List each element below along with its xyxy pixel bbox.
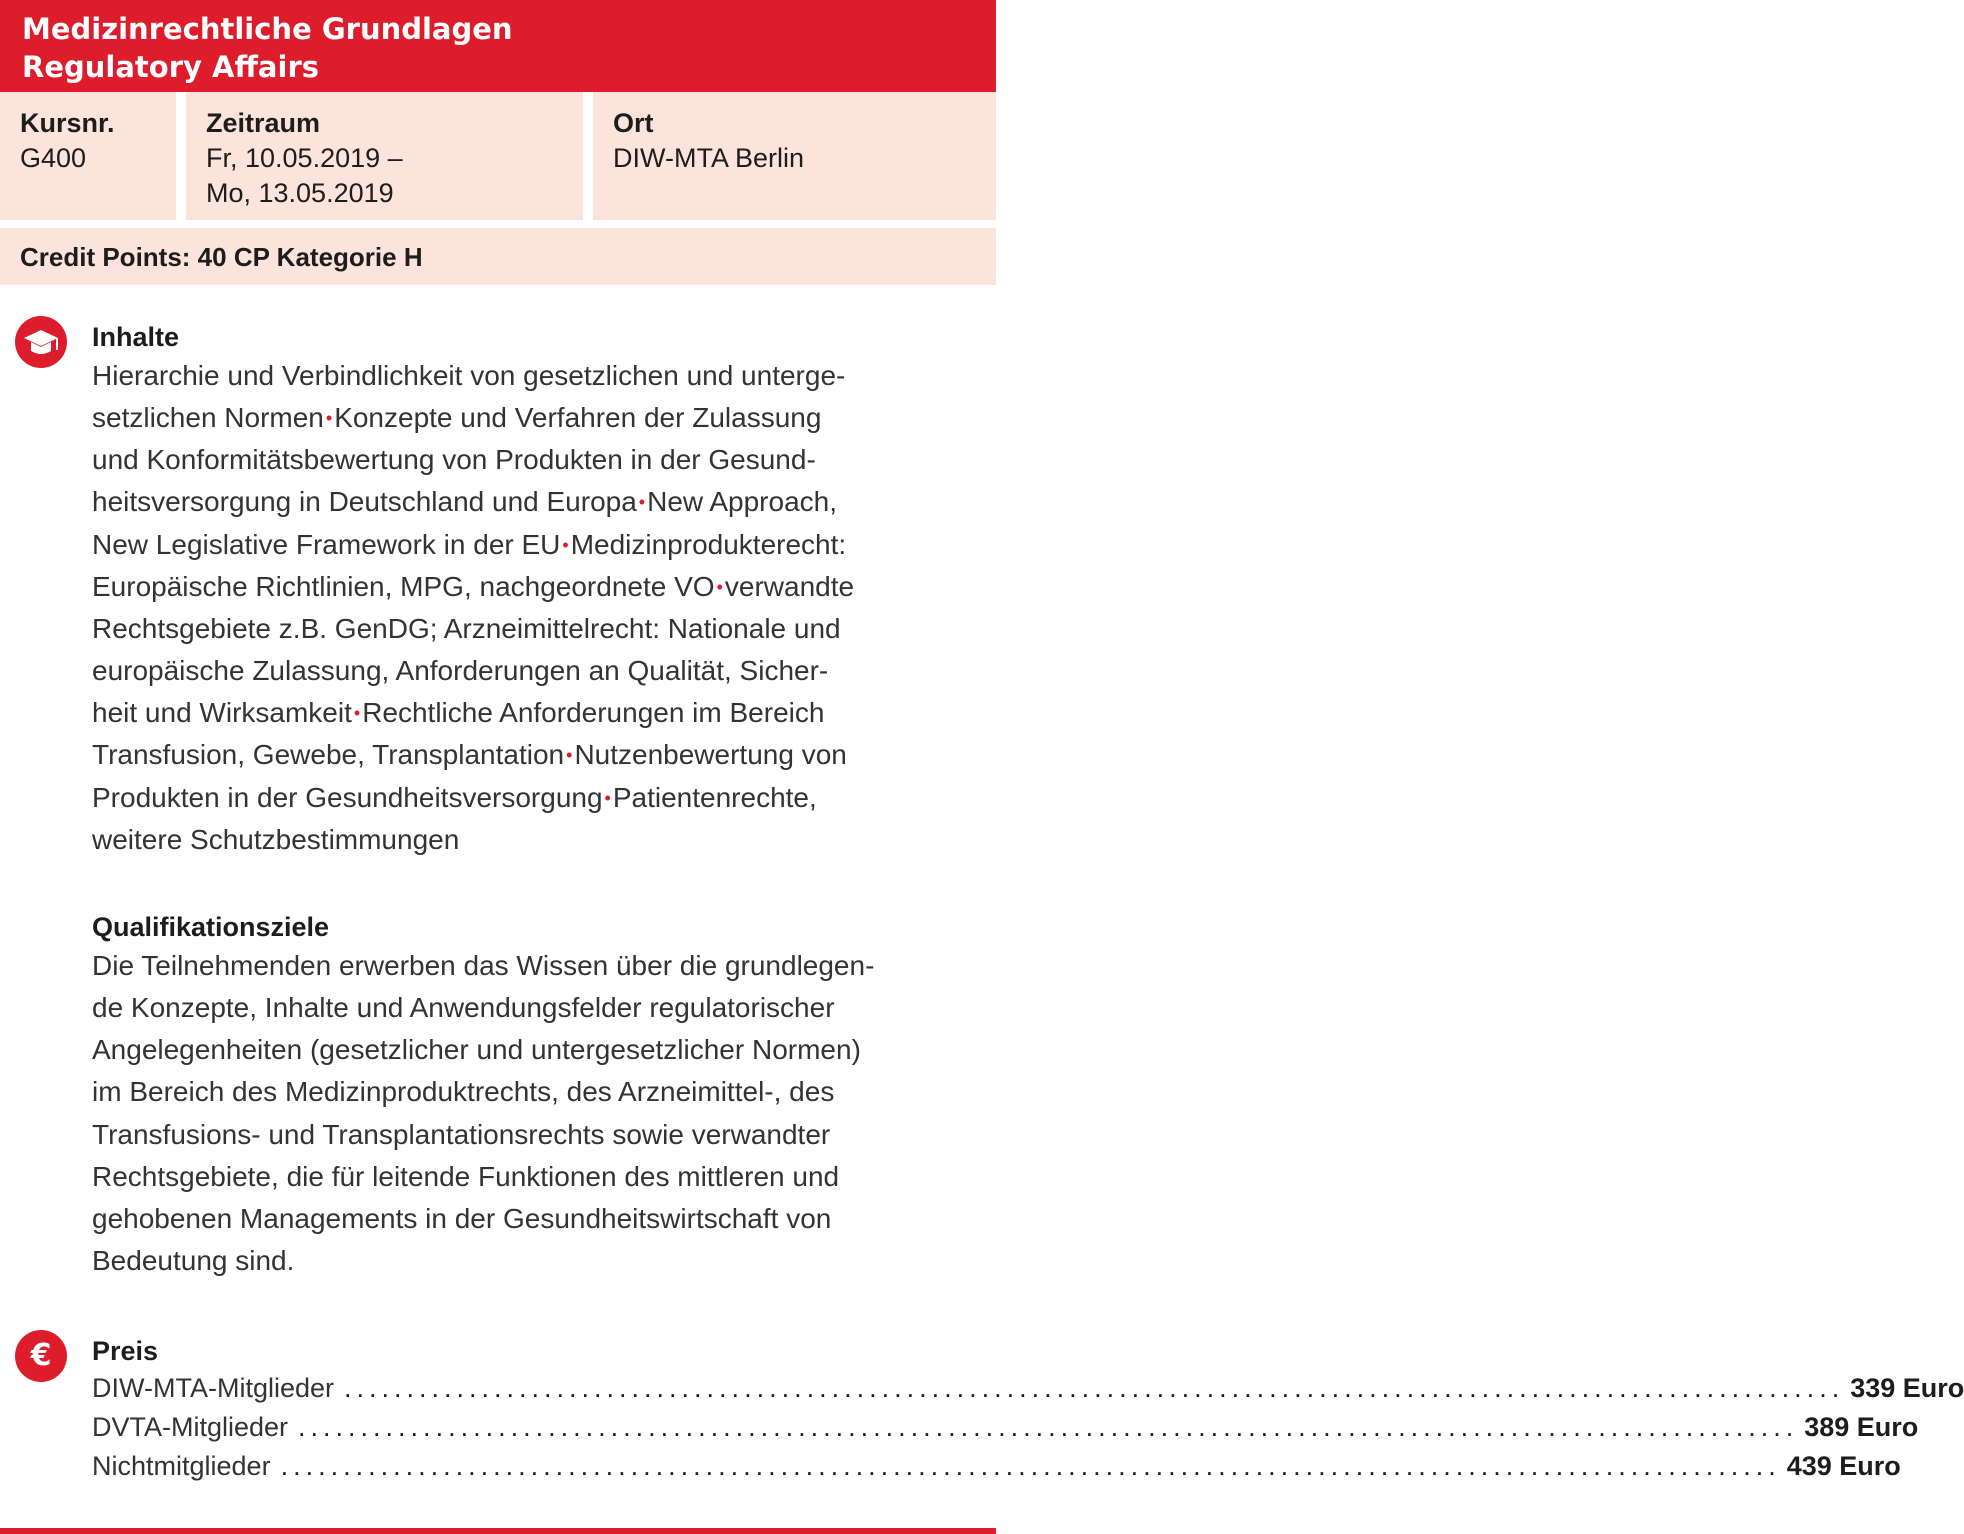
credit-points: Credit Points: 40 CP Kategorie H (0, 228, 996, 285)
contents-segment: Rechtliche Anforderungen im Bereich (362, 697, 825, 729)
contents-line (92, 397, 972, 439)
contents-line (92, 734, 972, 776)
bullet-dot-icon: • (353, 703, 361, 724)
contents-segment: Produkten in der Gesundheitsversorgung (92, 781, 603, 813)
location-label: Ort (613, 108, 654, 138)
qualification-line: de Konzepte, Inhalte und Anwendungsfelder regulatorischer (92, 992, 835, 1024)
bullet-dot-icon: • (566, 745, 573, 766)
qualification-section (92, 909, 972, 1282)
contents-line (92, 524, 972, 566)
price-row (92, 1408, 1919, 1447)
contents-segment: Nutzenbewertung von (574, 739, 847, 771)
course-subtitle: Regulatory Affairs (22, 50, 320, 84)
bullet-dot-icon: • (716, 576, 723, 597)
contents-line (92, 566, 972, 608)
contents-segment: New Approach, (647, 486, 837, 518)
location-cell (593, 92, 996, 220)
location-value: DIW-MTA Berlin (613, 143, 805, 173)
qualification-title: Qualifikationsziele (92, 912, 330, 942)
price-amount: 389 Euro (1804, 1412, 1919, 1442)
contents-segment: weitere Schutzbestimmungen (92, 823, 460, 855)
period-start: Fr, 10.05.2019 – (206, 143, 403, 173)
contents-line (92, 439, 972, 481)
contents-segment: Europäische Richtlinien, MPG, nachgeordnete VO (92, 570, 715, 602)
contents-line (92, 608, 972, 650)
qualification-line: Bedeutung sind. (92, 1245, 295, 1277)
price-title: Preis (92, 1336, 159, 1366)
qualification-line: Angelegenheiten (gesetzlicher und untergesetzlicher Normen) (92, 1034, 861, 1066)
contents-segment: Patientenrechte, (612, 781, 817, 813)
qualification-line: Transfusions- und Transplantationsrechts sowie verwandter (92, 1118, 831, 1150)
bullet-dot-icon: • (604, 787, 611, 808)
contents-line (92, 481, 972, 523)
dot-leader: ........................................................................................................................ (280, 1451, 1781, 1481)
contents-line (92, 819, 972, 861)
contents-line (92, 777, 972, 819)
contents-segment: europäische Zulassung, Anforderungen an Qualität, Sicher- (92, 655, 829, 687)
contents-segment: Medizinprodukterecht: (570, 528, 847, 560)
price-row (92, 1447, 1901, 1486)
course-number-cell (0, 92, 176, 220)
contents-title: Inhalte (92, 322, 180, 352)
qualification-line: Die Teilnehmenden erwerben das Wissen über die grundlegen- (92, 950, 875, 981)
contents-line (92, 355, 972, 397)
price-amount: 339 Euro (1850, 1373, 1964, 1403)
course-header (0, 0, 996, 92)
dot-leader: ........................................................................................................................ (344, 1373, 1845, 1403)
contents-line (92, 650, 972, 692)
price-amount: 439 Euro (1786, 1451, 1901, 1481)
qualification-text (92, 945, 972, 1282)
contents-text (92, 355, 972, 861)
dot-leader: ........................................................................................................................ (298, 1412, 1799, 1442)
price-section (92, 1333, 1964, 1486)
contents-segment: heit und Wirksamkeit (92, 697, 352, 729)
contents-segment: heitsversorgung in Deutschland und Europa (92, 486, 637, 518)
period-label: Zeitraum (206, 108, 321, 138)
price-member-type: DIW-MTA-Mitglieder (92, 1373, 335, 1403)
contents-segment: Rechtsgebiete z.B. GenDG; Arzneimittelrecht: Nationale und (92, 612, 841, 644)
bullet-dot-icon: • (325, 408, 333, 429)
qualification-line: Rechtsgebiete, die für leitende Funktionen des mittleren und (92, 1160, 840, 1192)
course-title: Medizinrechtliche Grundlagen (22, 12, 513, 46)
period-cell (186, 92, 583, 220)
contents-line (92, 692, 972, 734)
euro-icon: € (15, 1330, 67, 1382)
bottom-divider (0, 1528, 996, 1534)
price-member-type: DVTA-Mitglieder (92, 1412, 289, 1442)
contents-segment: Transfusion, Gewebe, Transplantation (92, 739, 565, 771)
contents-section (92, 319, 972, 861)
price-list (92, 1369, 1964, 1486)
period-end: Mo, 13.05.2019 (206, 178, 394, 208)
contents-segment: und Konformitätsbewertung von Produkten in der Gesund- (92, 444, 816, 476)
course-number-value: G400 (20, 143, 87, 173)
bullet-dot-icon: • (638, 492, 646, 513)
contents-segment: verwandte (724, 570, 855, 602)
graduation-cap-icon (15, 316, 67, 368)
contents-segment: New Legislative Framework in der EU (92, 528, 561, 560)
qualification-line: im Bereich des Medizinproduktrechts, des Arzneimittel-, des (92, 1076, 835, 1108)
price-member-type: Nichtmitglieder (92, 1451, 271, 1481)
contents-segment: Konzepte und Verfahren der Zulassung (334, 402, 822, 434)
contents-segment: Hierarchie und Verbindlichkeit von gesetzlichen und unterge- (92, 360, 846, 391)
bullet-dot-icon: • (562, 534, 569, 555)
contents-segment: setzlichen Normen (92, 402, 324, 434)
course-number-label: Kursnr. (20, 108, 115, 138)
qualification-line: gehobenen Managements in der Gesundheitswirtschaft von (92, 1202, 832, 1234)
course-info-row (0, 92, 996, 220)
price-row (92, 1369, 1964, 1408)
